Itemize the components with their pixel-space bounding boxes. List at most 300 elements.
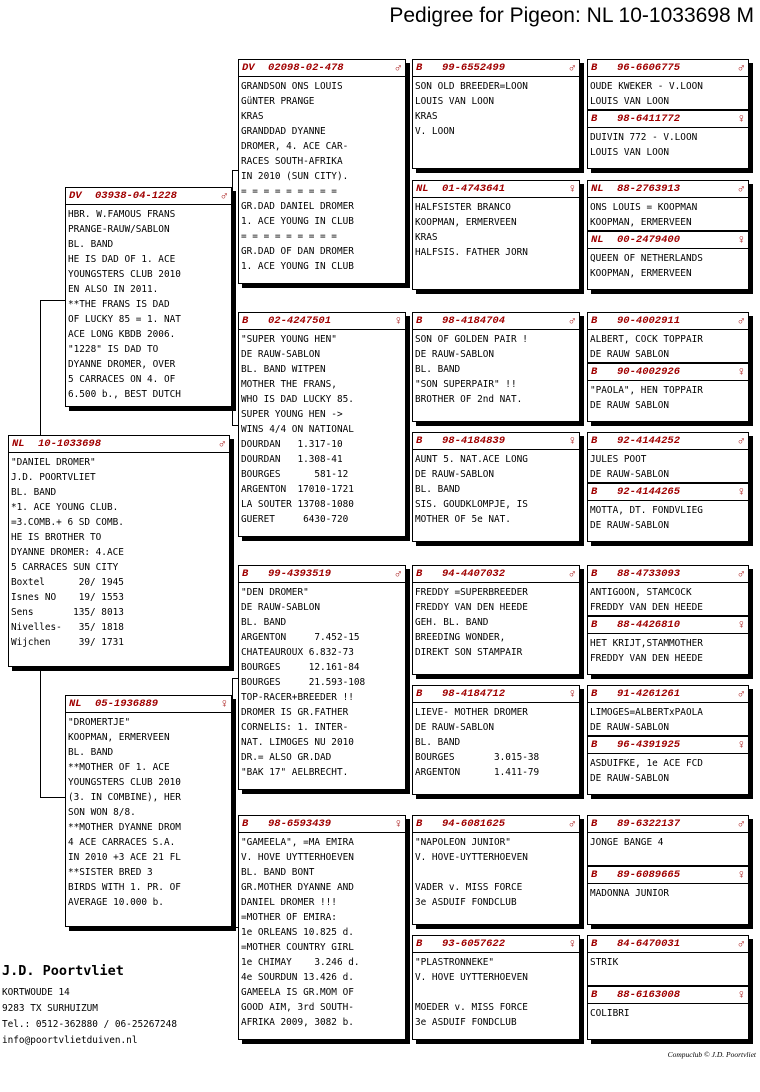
pigeon-info-line: EN ALSO IN 2011. [68, 284, 159, 295]
pigeon-info-line: QUEEN OF NETHERLANDS [590, 253, 703, 264]
ring-number: 94-4407032 [442, 567, 506, 580]
pigeon-card[interactable] [238, 815, 406, 1040]
pigeon-header [413, 60, 579, 75]
pigeon-info-line: GR.DAD OF DAN DROMER [241, 246, 354, 257]
pigeon-pair-card[interactable] [587, 565, 749, 675]
pigeon-info-line: LOUIS VAN LOON [590, 96, 670, 107]
pigeon-header [239, 313, 405, 328]
pigeon-info-line: 5 CARRACES SUN CITY [11, 562, 119, 573]
pigeon-info-line: =MOTHER OF EMIRA: [241, 912, 337, 923]
pigeon-card[interactable] [238, 312, 406, 537]
country-code: NL [12, 437, 25, 450]
pigeon-info-line: =3.COMB.+ 6 SD COMB. [11, 517, 124, 528]
pigeon-card[interactable] [238, 59, 406, 284]
pigeon-info-line: AFRIKA 2009, 3082 b. [241, 1017, 354, 1028]
male-icon: ♂ [737, 60, 745, 75]
pigeon-info-line: GOOD AIM, 3rd SOUTH- [241, 1002, 354, 1013]
pigeon-info-line: JULES POOT [590, 454, 647, 465]
pigeon-info-line: DE RAUW-SABLON [590, 469, 670, 480]
female-icon: ♀ [568, 433, 576, 448]
pigeon-card[interactable] [412, 935, 580, 1040]
pigeon-info-line: ASDUIFKE, 1e ACE FCD [590, 758, 703, 769]
pigeon-info-line: BOURGES 12.161-84 [241, 662, 360, 673]
ring-number: 94-6081625 [442, 817, 506, 830]
pigeon-info-line: = = = = = = = = = [241, 186, 337, 197]
country-code: B [591, 868, 598, 881]
tree-connector-line [40, 300, 65, 301]
pigeon-info-line: KOOPMAN, ERMERVEEN [590, 268, 692, 279]
pigeon-header [588, 987, 748, 1002]
ring-number: 92-4144252 [617, 434, 681, 447]
pigeon-info-line: GEH. BL. BAND [415, 617, 489, 628]
pigeon-info-line: HALFSIS. FATHER JORN [415, 247, 528, 258]
pigeon-info-line: SON OF GOLDEN PAIR ! [415, 334, 528, 345]
pigeon-info-line: BL. BAND [241, 617, 287, 628]
pigeon-card[interactable] [588, 686, 748, 735]
pigeon-info-line: DROMER IS GR.FATHER [241, 707, 349, 718]
pigeon-info-line: 4 ACE CARRACES S.A. [68, 837, 176, 848]
country-code: B [591, 618, 598, 631]
pigeon-pair-card[interactable] [587, 312, 749, 422]
pigeon-info-line: LIMOGES=ALBERTxPAOLA [590, 707, 703, 718]
pigeon-info-line: ANTIGOON, STAMCOCK [590, 587, 692, 598]
pigeon-header [588, 433, 748, 448]
ring-number: 98-4184712 [442, 687, 506, 700]
country-code: B [591, 687, 598, 700]
pigeon-info-line: =MOTHER COUNTRY GIRL [241, 942, 354, 953]
ring-number: 88-2763913 [617, 182, 681, 195]
breeder-postcode: 9283 TX SURHUIZUM [2, 1003, 98, 1014]
pigeon-info-line: BL. BAND [415, 737, 461, 748]
pigeon-info-line: IN 2010 (SUN CITY). [241, 171, 349, 182]
ring-number: 92-4144265 [617, 485, 681, 498]
pigeon-info-line: BL. BAND WITPEN [241, 364, 326, 375]
pigeon-card[interactable] [412, 180, 580, 290]
pigeon-header [588, 686, 748, 701]
pigeon-info-line: DE RAUW-SABLON [590, 722, 670, 733]
pigeon-info-line: GR.MOTHER DYANNE AND [241, 882, 354, 893]
ring-number: 98-6411772 [617, 112, 681, 125]
pigeon-info-line: HE IS DAD OF 1. ACE [68, 254, 176, 265]
pigeon-header [588, 867, 748, 882]
male-icon: ♂ [737, 686, 745, 701]
female-icon: ♀ [394, 816, 402, 831]
pigeon-info-line: DE RAUW-SABLON [415, 722, 495, 733]
pigeon-header [588, 181, 748, 196]
pigeon-info-line: PRANGE-RAUW/SABLON [68, 224, 170, 235]
pigeon-info-line: AUNT 5. NAT.ACE LONG [415, 454, 528, 465]
pigeon-info-line: V. LOON [415, 126, 455, 137]
country-code: B [591, 937, 598, 950]
pigeon-info-line: RACES SOUTH-AFRIKA [241, 156, 343, 167]
pigeon-info-line: IN 2010 +3 ACE 21 FL [68, 852, 181, 863]
pigeon-info-line: ARGENTON 1.411-79 [415, 767, 540, 778]
pigeon-card[interactable] [65, 695, 232, 927]
country-code: B [591, 988, 598, 1001]
female-icon: ♀ [737, 232, 745, 247]
pigeon-info-line: SUPER YOUNG HEN -> [241, 409, 343, 420]
country-code: B [416, 687, 423, 700]
female-icon: ♀ [568, 181, 576, 196]
country-code: B [242, 817, 249, 830]
pigeon-info-line [415, 865, 577, 880]
female-icon: ♀ [737, 484, 745, 499]
pigeon-info-line: DE RAUW-SABLON [590, 773, 670, 784]
ring-number: 90-4002911 [617, 314, 681, 327]
pigeon-info-line: Isnes NO 19/ 1553 [11, 592, 124, 603]
pigeon-card[interactable] [588, 181, 748, 230]
pigeon-header [66, 188, 231, 203]
pigeon-card[interactable] [588, 936, 748, 985]
ring-number: 00-2479400 [617, 233, 681, 246]
ring-number: 96-6606775 [617, 61, 681, 74]
pigeon-header [588, 364, 748, 379]
pigeon-card[interactable] [412, 815, 580, 925]
country-code: DV [242, 61, 255, 74]
pigeon-header [588, 566, 748, 581]
ring-number: 90-4002926 [617, 365, 681, 378]
pigeon-info-line: STRIK [590, 957, 619, 968]
female-icon: ♀ [568, 936, 576, 951]
pigeon-header [413, 313, 579, 328]
ring-number: 10-1033698 [38, 437, 102, 450]
country-code: B [591, 485, 598, 498]
pigeon-info-line: HE IS BROTHER TO [11, 532, 102, 543]
ring-number: 02098-02-478 [268, 61, 344, 74]
pigeon-header [588, 60, 748, 75]
breeder-email[interactable]: info@poortvlietduiven.nl [2, 1035, 138, 1046]
pigeon-info-line: HET KRIJT,STAMMOTHER [590, 638, 703, 649]
pigeon-pair-card[interactable] [587, 59, 749, 169]
pigeon-info-line: **MOTHER OF 1. ACE [68, 762, 170, 773]
pigeon-info-line: LOUIS VAN LOON [415, 96, 495, 107]
pigeon-info-line: WHO IS DAD LUCKY 85. [241, 394, 354, 405]
ring-number: 93-6057622 [442, 937, 506, 950]
male-icon: ♂ [737, 433, 745, 448]
pigeon-pair-card[interactable] [587, 815, 749, 925]
male-icon: ♂ [394, 60, 402, 75]
female-icon: ♀ [737, 737, 745, 752]
pigeon-info-line: DE RAUW-SABLON [241, 602, 321, 613]
pigeon-info-line: FREDDY =SUPERBREEDER [415, 587, 528, 598]
male-icon: ♂ [218, 436, 226, 451]
pigeon-info-line: CHATEAUROUX 6.832-73 [241, 647, 354, 658]
pigeon-info-line: 1e CHIMAY 3.246 d. [241, 957, 360, 968]
pigeon-info-line: DE RAUW SABLON [590, 400, 670, 411]
pigeon-card[interactable] [412, 685, 580, 795]
pigeon-info-line: DE RAUW-SABLON [415, 349, 495, 360]
pigeon-info-line: V. HOVE UYTTERHOEVEN [415, 972, 528, 983]
pigeon-info-line: SON WON 8/8. [68, 807, 136, 818]
pigeon-info-line: BL. BAND [415, 364, 461, 375]
pigeon-info-line: MADONNA JUNIOR [590, 888, 670, 899]
pigeon-info-line: AVERAGE 10.000 b. [68, 897, 164, 908]
pigeon-info-line: BL. BAND [68, 747, 114, 758]
pigeon-info-line: ONS LOUIS = KOOPMAN [590, 202, 698, 213]
pigeon-header [239, 60, 405, 75]
pigeon-info-line: YOUNGSTERS CLUB 2010 [68, 269, 181, 280]
breeder-address: KORTWOUDE 14 [2, 987, 70, 998]
pigeon-header [588, 111, 748, 126]
pigeon-header [9, 436, 229, 451]
pigeon-info-line: MOTHER OF 5e NAT. [415, 514, 511, 525]
pigeon-pair-card[interactable] [587, 432, 749, 542]
male-icon: ♂ [568, 60, 576, 75]
male-icon: ♂ [737, 181, 745, 196]
female-icon: ♀ [568, 686, 576, 701]
pigeon-info-line: GRANDSON ONS LOUIS [241, 81, 343, 92]
pigeon-info-line: "DEN DROMER" [241, 587, 309, 598]
pigeon-info-line: ARGENTON 17010-1721 [241, 484, 354, 495]
male-icon: ♂ [737, 313, 745, 328]
pigeon-info-line: "DANIEL DROMER" [11, 457, 96, 468]
pigeon-header [588, 737, 748, 752]
ring-number: 05-1936889 [95, 697, 159, 710]
country-code: B [591, 434, 598, 447]
pigeon-info-line: BL. BAND BONT [241, 867, 315, 878]
pigeon-card[interactable] [588, 566, 748, 615]
country-code: B [591, 112, 598, 125]
pigeon-card[interactable] [588, 313, 748, 362]
pigeon-header [413, 936, 579, 951]
pigeon-info-line: MOTTA, DT. FONDVLIEG [590, 505, 703, 516]
pigeon-info-line: BOURGES 581-12 [241, 469, 349, 480]
pigeon-info-line: DOURDAN 1.317-10 [241, 439, 343, 450]
pigeon-info-line: OF LUCKY 85 = 1. NAT [68, 314, 181, 325]
pigeon-info-line: KOOPMAN, ERMERVEEN [590, 217, 692, 228]
pigeon-info-line: 6.500 b., BEST DUTCH [68, 389, 181, 400]
country-code: B [591, 738, 598, 751]
female-icon: ♀ [737, 617, 745, 632]
pigeon-info-line [590, 901, 746, 916]
pigeon-pair-card[interactable] [587, 180, 749, 290]
female-icon: ♀ [394, 313, 402, 328]
pigeon-info-line: ARGENTON 7.452-15 [241, 632, 360, 643]
breeder-name: J.D. Poortvliet [2, 963, 124, 979]
country-code: DV [69, 189, 82, 202]
pigeon-pair-card[interactable] [587, 935, 749, 1040]
pigeon-info-line: BREEDING WONDER, [415, 632, 506, 643]
pigeon-info-line: DE RAUW-SABLON [241, 349, 321, 360]
ring-number: 01-4743641 [442, 182, 506, 195]
pigeon-header [588, 617, 748, 632]
country-code: NL [591, 182, 604, 195]
pigeon-card[interactable] [8, 435, 230, 667]
pigeon-info-line: V. HOVE-UYTTERHOEVEN [415, 852, 528, 863]
pigeon-card[interactable] [412, 59, 580, 169]
pigeon-info-line: KRAS [415, 111, 438, 122]
pigeon-info-line: "PLASTRONNEKE" [415, 957, 495, 968]
pigeon-card[interactable] [588, 816, 748, 865]
country-code: B [242, 567, 249, 580]
page-title: Pedigree for Pigeon: NL 10-1033698 M [389, 4, 754, 27]
pigeon-info-line: DE RAUW-SABLON [415, 469, 495, 480]
pigeon-info-line: OUDE KWEKER - V.LOON [590, 81, 703, 92]
pigeon-info-line: HALFSISTER BRANCO [415, 202, 511, 213]
pigeon-info-line: GR.DAD DANIEL DROMER [241, 201, 354, 212]
pigeon-header [413, 566, 579, 581]
pigeon-card[interactable] [588, 482, 748, 533]
country-code: B [591, 567, 598, 580]
pigeon-info-line: MOTHER THE FRANS, [241, 379, 337, 390]
ring-number: 99-4393519 [268, 567, 332, 580]
country-code: B [591, 365, 598, 378]
pigeon-header [588, 313, 748, 328]
female-icon: ♀ [220, 696, 228, 711]
pigeon-info-line: SON OLD BREEDER=LOON [415, 81, 528, 92]
pigeon-info-line: KOOPMAN, ERMERVEEN [68, 732, 170, 743]
pigeon-card[interactable] [588, 735, 748, 786]
pigeon-info-line: KRAS [415, 232, 438, 243]
pigeon-info-line: FREDDY VAN DEN HEEDE [590, 602, 703, 613]
tree-connector-line [40, 300, 41, 435]
country-code: NL [416, 182, 429, 195]
male-icon: ♂ [568, 313, 576, 328]
ring-number: 84-6470031 [617, 937, 681, 950]
pigeon-info-line: GAMEELA IS GR.MOM OF [241, 987, 354, 998]
ring-number: 99-6552499 [442, 61, 506, 74]
pigeon-info-line: DUIVIN 772 - V.LOON [590, 132, 698, 143]
pigeon-info-line: DYANNE DROMER, OVER [68, 359, 176, 370]
pigeon-info-line: **SISTER BRED 3 [68, 867, 153, 878]
pigeon-card[interactable] [588, 60, 748, 109]
pigeon-info-line: DANIEL DROMER !!! [241, 897, 337, 908]
pigeon-info-line: BIRDS WITH 1. PR. OF [68, 882, 181, 893]
pigeon-info-line: 1e ORLEANS 10.825 d. [241, 927, 354, 938]
pigeon-info-line: "DROMERTJE" [68, 717, 131, 728]
pigeon-info-line: 1. ACE YOUNG IN CLUB [241, 216, 354, 227]
pigeon-header [588, 484, 748, 499]
pigeon-info-line: GüNTER PRANGE [241, 96, 315, 107]
pigeon-card[interactable] [412, 312, 580, 422]
ring-number: 88-6163008 [617, 988, 681, 1001]
pigeon-card[interactable] [412, 565, 580, 675]
pigeon-info-line: (3. IN COMBINE), HER [68, 792, 181, 803]
pigeon-info-line: 3e ASDUIF FONDCLUB [415, 1017, 517, 1028]
country-code: B [591, 61, 598, 74]
breeder-phone: Tel.: 0512-362880 / 06-25267248 [2, 1019, 177, 1030]
pigeon-info-line: ACE LONG KBDB 2006. [68, 329, 176, 340]
pigeon-info-line: GRANDDAD DYANNE [241, 126, 326, 137]
pigeon-card[interactable] [238, 565, 406, 790]
pigeon-card[interactable] [588, 865, 748, 916]
pigeon-info-line: BL. BAND [68, 239, 114, 250]
pigeon-info-line: KOOPMAN, ERMERVEEN [415, 217, 517, 228]
pigeon-info-line: HBR. W.FAMOUS FRANS [68, 209, 176, 220]
pigeon-info-line: "BAK 17" AELBRECHT. [241, 767, 349, 778]
pigeon-info-line: GUERET 6430-720 [241, 514, 349, 525]
country-code: B [242, 314, 249, 327]
country-code: B [591, 817, 598, 830]
tree-connector-line [40, 797, 65, 798]
country-code: B [416, 314, 423, 327]
pigeon-info-line: "SON SUPERPAIR" !! [415, 379, 517, 390]
pigeon-info-line: MOEDER v. MISS FORCE [415, 1002, 528, 1013]
pigeon-header [239, 566, 405, 581]
pigeon-header [413, 181, 579, 196]
ring-number: 88-4426810 [617, 618, 681, 631]
pigeon-info-line: DR.= ALSO GR.DAD [241, 752, 332, 763]
country-code: B [416, 434, 423, 447]
pigeon-info-line: BOURGES 3.015-38 [415, 752, 540, 763]
ring-number: 89-6322137 [617, 817, 681, 830]
pigeon-info-line: Wijchen 39/ 1731 [11, 637, 124, 648]
pigeon-info-line: Sens 135/ 8013 [11, 607, 124, 618]
country-code: NL [591, 233, 604, 246]
pigeon-info-line: *1. ACE YOUNG CLUB. [11, 502, 119, 513]
pigeon-card[interactable] [588, 362, 748, 413]
pigeon-info-line: J.D. POORTVLIET [11, 472, 96, 483]
pigeon-info-line: ALBERT, COCK TOPPAIR [590, 334, 703, 345]
male-icon: ♂ [568, 566, 576, 581]
ring-number: 02-4247501 [268, 314, 332, 327]
software-credit: Compuclub © J.D. Poortvliet [667, 1050, 756, 1059]
pigeon-info-line: LOUIS VAN LOON [590, 147, 670, 158]
pigeon-card[interactable] [588, 615, 748, 666]
pigeon-info-line: DYANNE DROMER: 4.ACE [11, 547, 124, 558]
pigeon-header [413, 433, 579, 448]
pigeon-card[interactable] [588, 985, 748, 1036]
male-icon: ♂ [394, 566, 402, 581]
ring-number: 98-4184839 [442, 434, 506, 447]
pigeon-header [588, 816, 748, 831]
pigeon-info-line [590, 1021, 746, 1036]
pigeon-header [66, 696, 231, 711]
pigeon-card[interactable] [588, 230, 748, 281]
pigeon-card[interactable] [588, 109, 748, 160]
pigeon-card[interactable] [588, 433, 748, 482]
pigeon-info-line: DE RAUW SABLON [590, 349, 670, 360]
country-code: B [416, 61, 423, 74]
pigeon-info-line: DIREKT SON STAMPAIR [415, 647, 523, 658]
pigeon-pair-card[interactable] [587, 685, 749, 795]
pigeon-info-line: "NAPOLEON JUNIOR" [415, 837, 511, 848]
pigeon-card[interactable] [412, 432, 580, 542]
pigeon-info-line: SIS. GOUDKLOMPJE, IS [415, 499, 528, 510]
pigeon-info-line: 4e SOURDUN 13.426 d. [241, 972, 354, 983]
pigeon-info-line: LA SOUTER 13708-1080 [241, 499, 354, 510]
pigeon-info-line: BL. BAND [415, 484, 461, 495]
pigeon-info-line: FREDDY VAN DEN HEEDE [415, 602, 528, 613]
country-code: B [591, 314, 598, 327]
pigeon-info-line: COLIBRI [590, 1008, 630, 1019]
ring-number: 89-6089665 [617, 868, 681, 881]
tree-connector-line [232, 678, 233, 928]
pigeon-info-line: BROTHER OF 2nd NAT. [415, 394, 523, 405]
pigeon-info-line: NAT. LIMOGES NU 2010 [241, 737, 354, 748]
pigeon-header [413, 816, 579, 831]
pigeon-info-line: "GAMEELA", =MA EMIRA [241, 837, 354, 848]
female-icon: ♀ [737, 364, 745, 379]
pigeon-header [413, 686, 579, 701]
country-code: NL [69, 697, 82, 710]
tree-connector-line [40, 667, 41, 797]
pigeon-info-line: "1228" IS DAD TO [68, 344, 159, 355]
pigeon-info-line: LIEVE- MOTHER DROMER [415, 707, 528, 718]
pigeon-info-line: BL. BAND [11, 487, 57, 498]
pigeon-info-line: DE RAUW-SABLON [590, 520, 670, 531]
pigeon-card[interactable] [65, 187, 232, 407]
pigeon-info-line [415, 985, 577, 1000]
male-icon: ♂ [220, 188, 228, 203]
pigeon-info-line: 5 CARRACES ON 4. OF [68, 374, 176, 385]
pigeon-info-line: V. HOVE UYTTERHOEVEN [241, 852, 354, 863]
country-code: B [416, 817, 423, 830]
pigeon-info-line [590, 970, 746, 985]
pigeon-info-line: BOURGES 21.593-108 [241, 677, 366, 688]
female-icon: ♀ [737, 867, 745, 882]
pigeon-info-line: TOP-RACER+BREEDER !! [241, 692, 354, 703]
